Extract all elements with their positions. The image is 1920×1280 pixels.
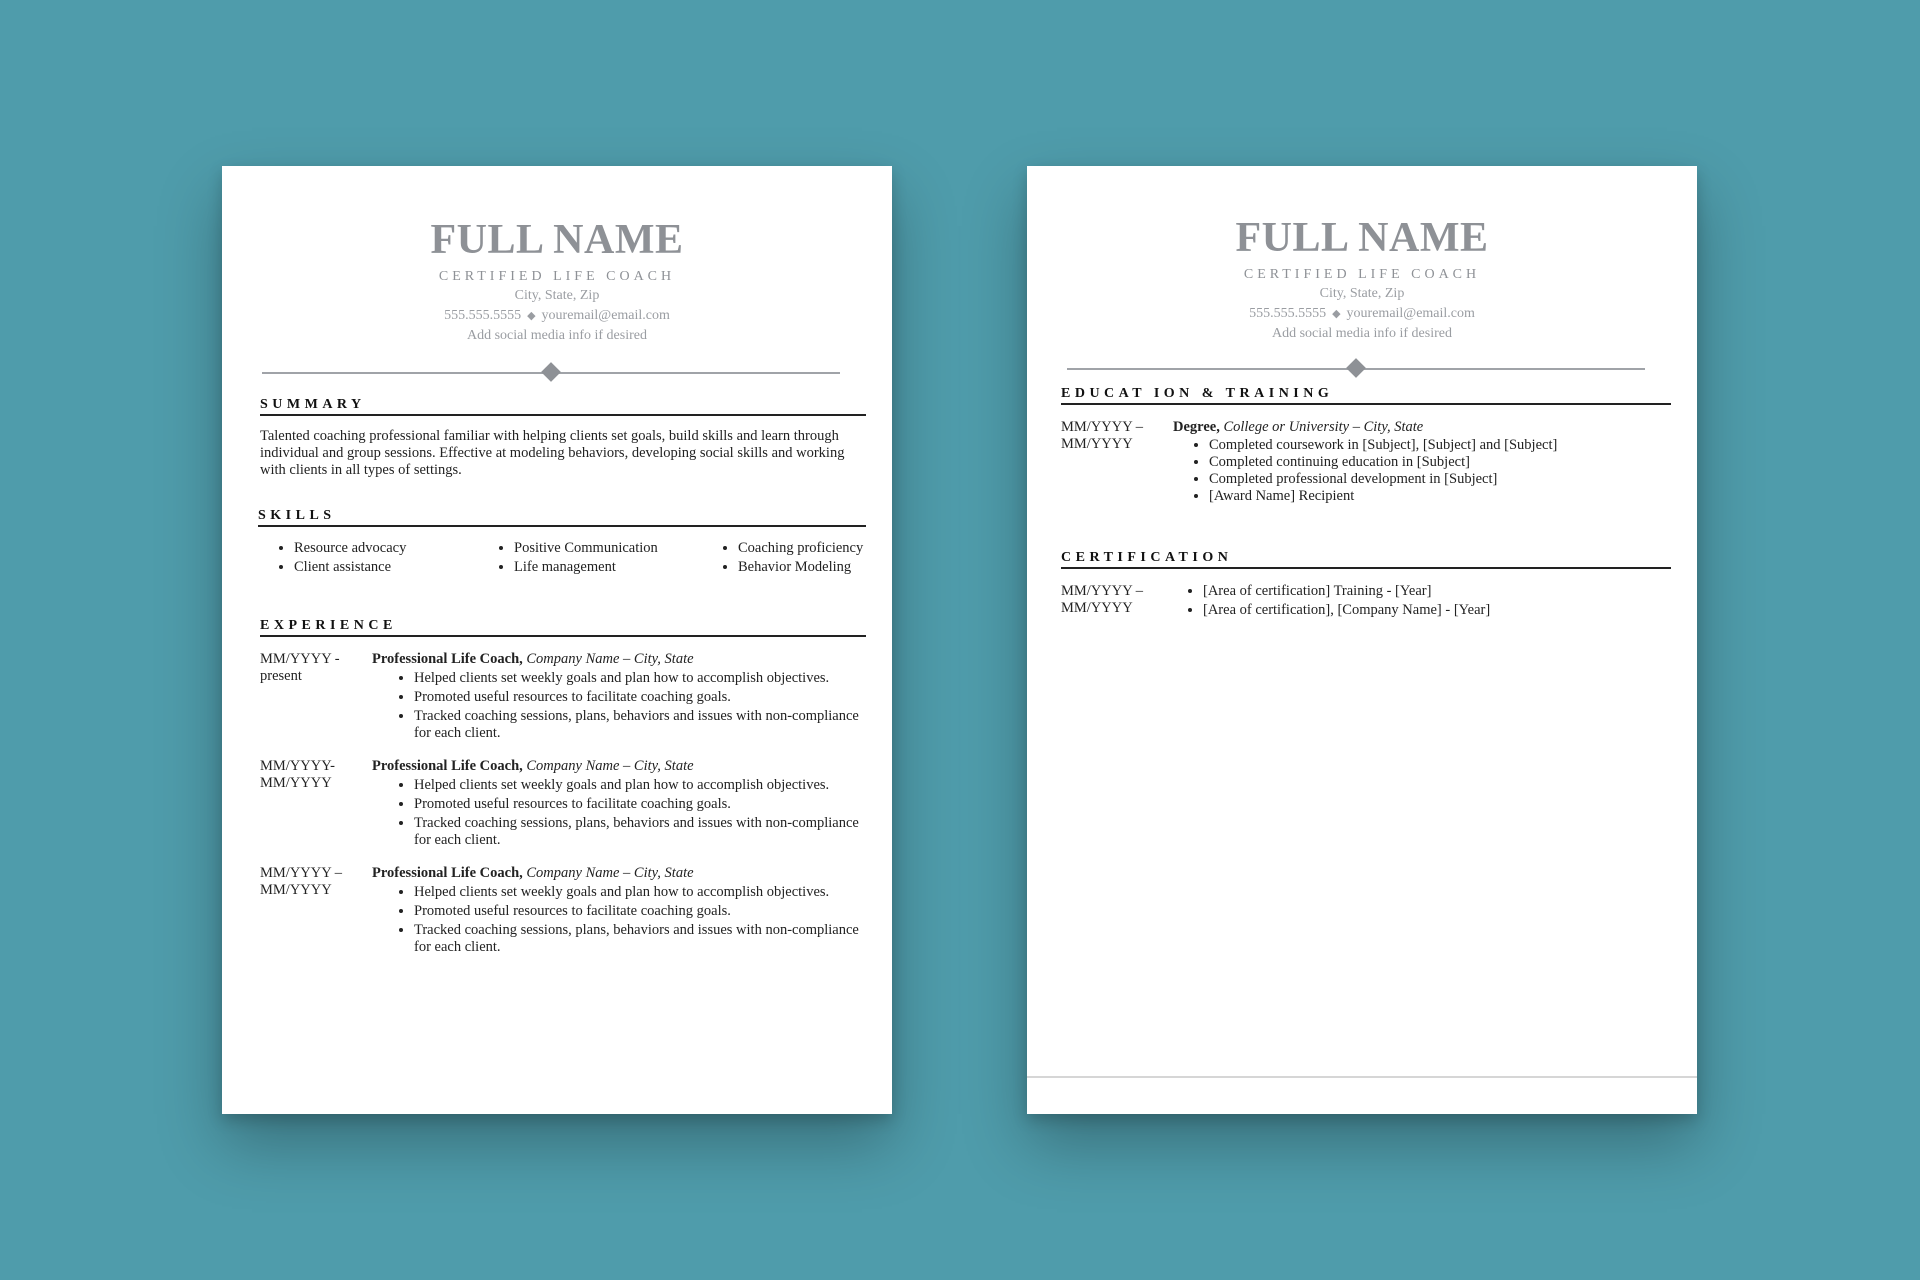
job-title-line (372, 758, 866, 775)
certification-dates (1061, 583, 1173, 621)
section-heading: CERTIFICATION (1061, 550, 1671, 569)
email: youremail@email.com (541, 308, 670, 323)
job-body (372, 758, 866, 851)
job-body (372, 865, 866, 958)
location: City, State, Zip (1319, 286, 1405, 301)
date-start: MM/YYYY – (1061, 419, 1144, 435)
skill-item: • Behavior Modeling (738, 558, 863, 577)
list-item: • Completed coursework in [Subject], [Subject] and [Subject] (1209, 437, 1557, 454)
phone: 555.555.5555 (1249, 306, 1327, 321)
list-item: • Promoted useful resources to facilitate coaching goals. (414, 689, 866, 706)
job-body (372, 651, 866, 744)
job-company: Company Name – City, State (526, 758, 694, 774)
diamond-icon (541, 362, 561, 382)
education-bullets (1173, 437, 1557, 505)
school: College or University – City, State (1223, 419, 1424, 435)
list-item: • Promoted useful resources to facilitate coaching goals. (414, 903, 866, 920)
date-start: MM/YYYY – (1061, 583, 1144, 599)
job-dates (260, 865, 372, 958)
job-company: Company Name – City, State (526, 865, 694, 881)
summary-section (260, 397, 866, 479)
education-section (1061, 386, 1671, 505)
list-item: • Tracked coaching sessions, plans, behaviors and issues with non-compliance for each client. (414, 922, 866, 956)
degree: Degree, (1173, 419, 1220, 435)
header-divider (1067, 362, 1645, 376)
job-entry (260, 758, 866, 851)
list-item: • Helped clients set weekly goals and plan how to accomplish objectives. (414, 884, 866, 901)
resume-page-1 (222, 166, 892, 1114)
skills-column (718, 539, 863, 577)
date-end: MM/YYYY (260, 775, 332, 791)
date-end: present (260, 668, 302, 684)
date-start: MM/YYYY- (260, 758, 335, 774)
full-name: FULL NAME (430, 217, 684, 263)
skill-item: • Resource advocacy (294, 539, 494, 558)
job-dates (260, 758, 372, 851)
full-name: FULL NAME (1235, 215, 1489, 261)
job-title: CERTIFIED LIFE COACH (438, 269, 676, 284)
job-bullets (372, 670, 866, 742)
education-dates (1061, 419, 1173, 505)
list-item: • [Award Name] Recipient (1209, 488, 1557, 505)
date-start: MM/YYYY - (260, 651, 340, 667)
job-dates (260, 651, 372, 744)
date-end: MM/YYYY (1061, 600, 1133, 616)
resume-header (222, 216, 892, 346)
section-heading: SKILLS (258, 508, 866, 527)
list-item: • [Area of certification], [Company Name] - [Year] (1203, 602, 1490, 619)
phone: 555.555.5555 (444, 308, 522, 323)
date-end: MM/YYYY (260, 882, 332, 898)
skill-item: • Life management (514, 558, 718, 577)
job-entry (260, 651, 866, 744)
job-role: Professional Life Coach, (372, 651, 523, 667)
certification-entry (1061, 583, 1671, 621)
job-title: CERTIFIED LIFE COACH (1243, 267, 1481, 282)
diamond-separator-icon: ◆ (1332, 308, 1341, 320)
email: youremail@email.com (1346, 306, 1475, 321)
skill-item: • Coaching proficiency (738, 539, 863, 558)
contact-line (1027, 304, 1697, 324)
education-entry (1061, 419, 1671, 505)
page-bottom-line (1027, 1076, 1697, 1078)
job-title-line (372, 651, 866, 668)
skills-section (258, 508, 866, 577)
section-heading: EDUCAT ION & TRAINING (1061, 386, 1671, 405)
skill-item: • Positive Communication (514, 539, 718, 558)
job-role: Professional Life Coach, (372, 758, 523, 774)
certification-body (1173, 583, 1490, 621)
job-bullets (372, 777, 866, 849)
list-item: • Completed continuing education in [Subject] (1209, 454, 1557, 471)
header-divider (262, 366, 840, 380)
list-item: • Helped clients set weekly goals and plan how to accomplish objectives. (414, 670, 866, 687)
certification-bullets (1173, 583, 1490, 619)
skills-list (258, 539, 866, 577)
skills-column (274, 539, 494, 577)
social-info: Add social media info if desired (1271, 326, 1452, 341)
job-bullets (372, 884, 866, 956)
education-body (1173, 419, 1557, 505)
list-item: • Tracked coaching sessions, plans, behaviors and issues with non-compliance for each client. (414, 708, 866, 742)
summary-text: Talented coaching professional familiar with helping clients set goals, build skills and learn through individual and group sessions. Effective at modeling behaviors, developing social skills and working with clients in all types of settings. (260, 428, 845, 478)
social-info: Add social media info if desired (466, 328, 647, 343)
list-item: • Helped clients set weekly goals and plan how to accomplish objectives. (414, 777, 866, 794)
job-role: Professional Life Coach, (372, 865, 523, 881)
skills-column (494, 539, 718, 577)
list-item: • Promoted useful resources to facilitate coaching goals. (414, 796, 866, 813)
skill-item: • Client assistance (294, 558, 494, 577)
degree-line (1173, 419, 1557, 436)
section-heading: SUMMARY (260, 397, 866, 416)
date-start: MM/YYYY – (260, 865, 343, 881)
job-title-line (372, 865, 866, 882)
resume-header (1027, 214, 1697, 344)
diamond-separator-icon: ◆ (527, 310, 536, 322)
job-company: Company Name – City, State (526, 651, 694, 667)
experience-section (260, 618, 866, 958)
diamond-icon (1346, 358, 1366, 378)
contact-line (222, 306, 892, 326)
location: City, State, Zip (514, 288, 600, 303)
section-heading: EXPERIENCE (260, 618, 866, 637)
date-end: MM/YYYY (1061, 436, 1133, 452)
resume-page-2 (1027, 166, 1697, 1114)
list-item: • [Area of certification] Training - [Year] (1203, 583, 1490, 600)
job-entry (260, 865, 866, 958)
list-item: • Tracked coaching sessions, plans, behaviors and issues with non-compliance for each client. (414, 815, 866, 849)
list-item: • Completed professional development in [Subject] (1209, 471, 1557, 488)
certification-section (1061, 550, 1671, 621)
